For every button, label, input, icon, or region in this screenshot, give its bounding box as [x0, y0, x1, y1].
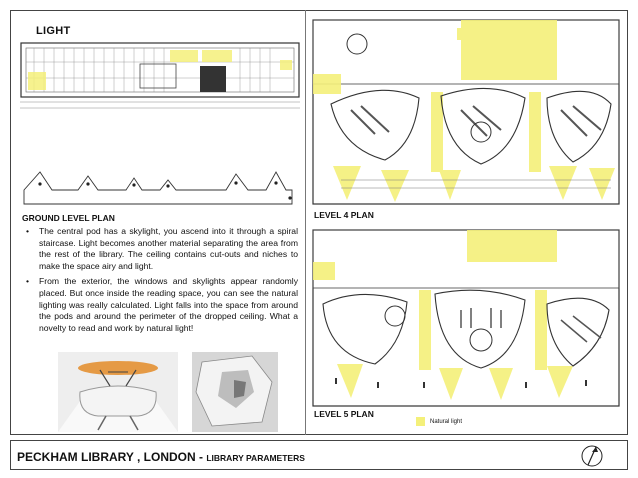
footer-title-line: [17, 450, 305, 464]
description-text: [22, 226, 298, 338]
ground-floor-plan-drawing: [20, 42, 302, 114]
footer-subtitle: LIBRARY PARAMETERS: [206, 453, 305, 463]
level-4-plan-label: LEVEL 4 PLAN: [314, 210, 374, 220]
description-paragraph-1: The central pod has a skylight, you ascend into it through a spiral staircase. Light becomes another material separating the area from the rest of the library. The ceiling contains cut-outs and niches to make the space airy and light.: [39, 226, 298, 271]
description-item: [22, 276, 298, 334]
footer-separator: -: [195, 450, 207, 464]
north-arrow-icon: [579, 443, 605, 469]
bullet-marker: •: [26, 276, 30, 287]
roof-section-drawing: [22, 160, 302, 208]
footer-title: PECKHAM LIBRARY , LONDON: [17, 450, 196, 464]
legend-label: Natural light: [430, 418, 463, 425]
section-title-light: LIGHT: [36, 25, 71, 37]
panel-divider: [305, 10, 306, 435]
legend-swatch-natural-light: [416, 417, 425, 426]
legend: [416, 417, 462, 426]
bullet-marker: •: [26, 226, 30, 236]
interior-photo-skylight: [192, 352, 278, 432]
description-paragraph-2: From the exterior, the windows and skylights appear randomly placed. But once inside the reading space, you can see the natural lighting was really calculated. Light falls into the space from around the pods and around the perimeter of the dropped ceiling. What a novelty to read and work by natural light!: [39, 276, 298, 333]
interior-photo-pod: [58, 352, 178, 432]
description-item: [22, 226, 298, 272]
ground-level-plan-label: GROUND LEVEL PLAN: [22, 213, 115, 223]
footer-bar: [10, 440, 628, 470]
level-5-plan-drawing: [311, 228, 623, 408]
level-4-plan-drawing: [311, 14, 623, 206]
level-5-plan-label: LEVEL 5 PLAN: [314, 409, 374, 419]
